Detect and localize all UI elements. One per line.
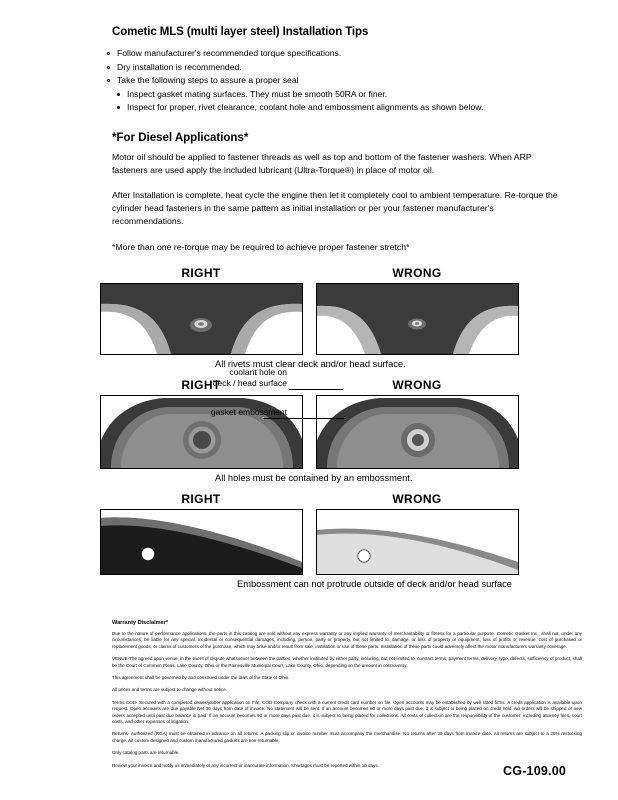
figure-image-wrong-holes: [316, 395, 519, 469]
warranty-paragraph: Terms COD- Secured with a completed dealer/jobber application on File, COD-Company check with a current credit card number on file. Open accounts may be established by well rated firms. A credit application is available upon request. Open accounts are due payable Net 30 days from date of invoice. No statement will be sent. If an account becomes 60 or more days past due, it is subject to being placed on credit hold. No orders will be shipped or new orders accepted until past due balance is paid. If an account becomes 90 or more days past due, it is subject to being placed for collections. All costs of collection are the responsibility of the customer, including attorney fees, court costs, and other expenses of litigation.: [112, 699, 582, 725]
figure-label-wrong: WRONG: [392, 265, 442, 280]
figure-wrong-holes: [316, 378, 519, 469]
figure-wrong-protrusion: [316, 492, 519, 575]
page-title: Cometic MLS (multi layer steel) Installation Tips: [112, 26, 369, 38]
list-item: Take the following steps to assure a proper seal: [106, 74, 574, 88]
figure-image-right-rivets: [100, 283, 303, 355]
figure-right-protrusion: [100, 492, 303, 575]
callout-coolant-hole-line1: coolant hole on: [229, 366, 287, 377]
figure-right-rivets: [100, 266, 303, 355]
figure-image-right-protrusion: [100, 509, 303, 575]
list-item: Dry installation is recommended.: [106, 61, 574, 75]
warranty-paragraph: VENUE-The agreed upon venue, in the event of dispute whatsoever between the parties, whether instituted by either party, including, but not limited to, contract terms, payment terms, delivery, type, defects, sufficiency of product, shall be the Court of Common Pleas, Lake County, Ohio or the Painesville Municipal Court, Lake County, Ohio, depending on the amount in controversy.: [112, 656, 582, 668]
paragraph-note: *More than one re-torque may be required to achieve proper fastener stretch*: [112, 241, 410, 252]
figure-row-rivets: [44, 266, 574, 355]
figure-image-wrong-protrusion: [316, 509, 519, 575]
list-item: Inspect gasket mating surfaces. They must be smooth 50RA or finer.: [106, 88, 574, 102]
figure-label-wrong: WRONG: [392, 491, 442, 506]
figure-label-right: RIGHT: [181, 377, 221, 392]
figure-label-right: RIGHT: [181, 491, 221, 506]
callout-coolant-hole-line2: deck / head surface: [212, 378, 287, 389]
paragraph-retorque: After Installation is complete, heat cycle the engine then let it completely cool to ambient temperature. Re-torque the cylinder head fasteners in the same pattern as initial installation or per your fastener manufacturer's recommendations.: [112, 189, 558, 227]
figure-caption-protrusion: Embossment can not protrude outside of deck and/or head surface: [237, 578, 512, 589]
warranty-paragraph: This agreement shall be governed by and construed under the laws of the State of Ohio.: [112, 675, 290, 681]
figure-image-wrong-rivets: [316, 283, 519, 355]
warranty-paragraph: Due to the nature of performance applications, the parts in this catalog are sold without any express warranty or any implied warranty of merchantability or fitness for a particular purpose. Cometic Gasket Inc., shall not, under any circumstances, be liable for any special, incidental or consequential damages, including, person, party or property, but not limited to, damage, or loss of property or equipment, loss of profits or revenue, cost of purchased or replacement goods, or claims of customers of the purchase, which may arise and/or result from sale, instillation or use of these parts. Installation of these parts could adversely affect the motor manufacturers warranty coverage.: [112, 631, 582, 649]
warranty-paragraph: Returns- Authorized (RGA) must be obtained in advance on all returns. A packing slip or invoice number must accompany the merchandise. No returns after 30 days from invoice date. All returns are subject to a 25% restocking charge. All custom designed and custom manufactured gaskets are non-returnable.: [112, 731, 582, 743]
warranty-paragraph: All prices and terms are subject to change without notice.: [112, 687, 227, 693]
figure-row-protrusion: [44, 492, 574, 575]
tips-list: [106, 47, 574, 88]
warranty-paragraph: Review your invoice and notify us immediately of any incorrect or inaccurate information. Shortages must be reported within 10 days.: [112, 762, 379, 768]
list-item: Follow manufacturer's recommended torque specifications.: [106, 47, 574, 61]
figure-caption-holes: All holes must be contained by an embossment.: [215, 472, 413, 483]
list-item: Inspect for proper, rivet clearance, coolant hole and embossment alignments as shown below.: [106, 101, 574, 115]
figure-label-right: RIGHT: [181, 265, 221, 280]
paragraph-oil: Motor oil should be applied to fastener threads as well as top and bottom of the fastener washers. When ARP fasteners are used apply the included lubricant (Ultra-Torque®) in place of motor oil.: [112, 151, 532, 175]
section-heading-diesel: *For Diesel Applications*: [112, 131, 249, 144]
document-number: CG-109.00: [503, 764, 566, 778]
tips-sublist: [106, 88, 574, 115]
callout-leader-2: [263, 418, 346, 419]
figure-caption-rivets: All rivets must clear deck and/or head surface.: [215, 358, 406, 369]
figure-label-wrong: WRONG: [392, 377, 442, 392]
callout-group: [112, 367, 287, 419]
figure-wrong-rivets: [316, 266, 519, 355]
callout-gasket-embossment: gasket embossment: [210, 406, 287, 417]
callout-leader-1: [289, 389, 343, 390]
warranty-paragraph: Only catalog parts are returnable.: [112, 750, 180, 756]
warranty-heading: Warranty Disclaimer*: [112, 620, 169, 627]
warranty-section: [112, 620, 582, 769]
figures-section: [44, 266, 574, 591]
